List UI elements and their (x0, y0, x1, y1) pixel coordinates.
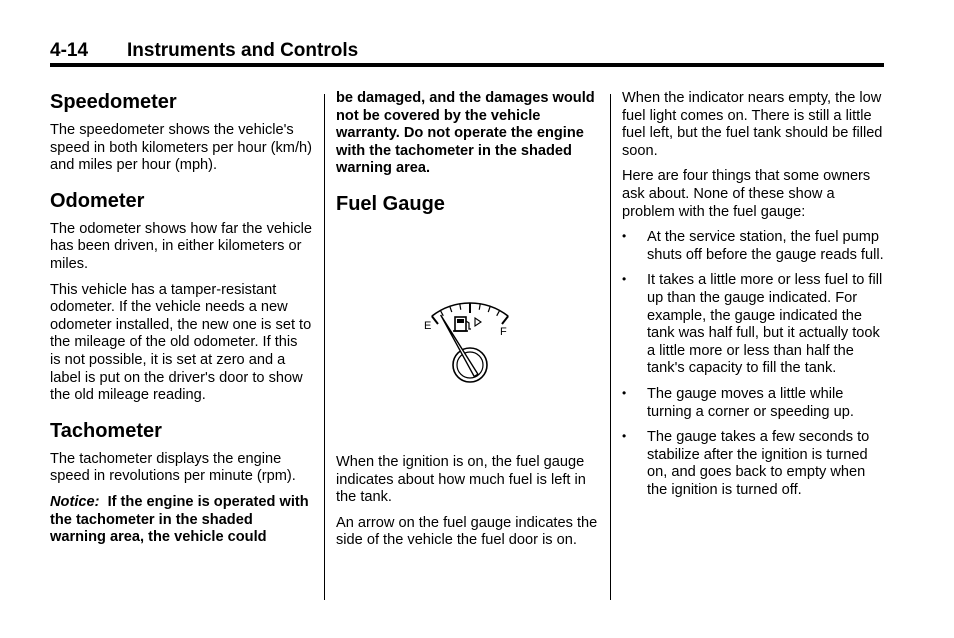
gauge-tick (460, 304, 461, 310)
bullet-icon: • (622, 272, 627, 287)
odometer-heading: Odometer (50, 189, 145, 212)
fuel-gauge-body-2: An arrow on the fuel gauge indicates the side of the vehicle the fuel door is on. (336, 514, 598, 549)
fuel-gauge-heading: Fuel Gauge (336, 192, 445, 215)
fuel-gauge-body-1: When the ignition is on, the fuel gauge indicates about how much fuel is left in the tank. (336, 453, 586, 506)
gauge-tick (479, 304, 480, 310)
bullet-icon: • (622, 429, 627, 444)
owners-ask-body: Here are four things that some owners ask about. None of these show a problem with the fuel gauge: (622, 168, 871, 220)
list-item-text: The gauge moves a little while turning a corner or speeding up. (647, 385, 854, 420)
column-2 (336, 90, 598, 558)
page-number: 4-14 (50, 40, 89, 61)
tachometer-body: The tachometer displays the engine speed in revolutions per minute (rpm). (50, 450, 296, 485)
column-3 (622, 90, 887, 507)
bullet-icon: • (622, 229, 627, 244)
fuel-gauge-graphic (386, 284, 546, 404)
gauge-tick (497, 310, 500, 315)
column-1 (50, 90, 312, 555)
bullet-icon: • (622, 385, 627, 400)
fuel-door-arrow-icon (475, 318, 481, 326)
tachometer-notice (50, 494, 312, 547)
fuel-gauge-bullet-list (622, 229, 887, 499)
gauge-tick (488, 306, 490, 312)
gauge-empty-label: E (424, 319, 432, 332)
speedometer-body: The speedometer shows the vehicle's speed in both kilometers per hour (km/h) and miles per hour (mph). (50, 122, 312, 174)
gauge-tick (450, 306, 452, 312)
speedometer-heading: Speedometer (50, 91, 177, 113)
page-header (50, 38, 884, 68)
tachometer-heading: Tachometer (50, 419, 162, 442)
notice-text: If the engine is operated with the tachometer in the shaded warning area, the vehicle could (50, 493, 309, 546)
column-divider-1 (324, 94, 325, 600)
section-title: Instruments and Controls (127, 40, 359, 61)
fuel-pump-icon (453, 317, 471, 331)
list-item (622, 229, 887, 264)
list-item-text: It takes a little more or less fuel to fill up than the gauge indicated. For example, the gauge indicated the tank was half full, but it actually took a little more or less than half the tank's capacity to fill the tank. (647, 272, 883, 377)
fuel-gauge-illustration (336, 224, 598, 454)
notice-continued: be damaged, and the damages would not be covered by the vehicle warranty. Do not operate the engine with the tachometer in the shaded warning area. (336, 90, 595, 177)
header-rule (50, 63, 884, 67)
list-item (622, 386, 887, 421)
list-item-text: The gauge takes a few seconds to stabilize after the ignition is turned on, and goes back to empty when the ignition is turned off. (647, 429, 870, 498)
column-divider-2 (610, 94, 611, 600)
list-item-text: At the service station, the fuel pump shuts off before the gauge reads full. (647, 229, 884, 263)
gauge-tick (502, 316, 508, 324)
notice-label: Notice: (50, 493, 100, 510)
low-fuel-body: When the indicator nears empty, the low fuel light comes on. There is still a little fuel left, but the fuel tank should be filled soon. (622, 90, 883, 159)
list-item (622, 272, 887, 378)
odometer-body-2: This vehicle has a tamper-resistant odometer. If the vehicle needs a new odometer installed, the new one is set to the mileage of the old odometer. If this is not possible, it is set at zero and a label is put on the driver's door to show the old mileage reading. (50, 281, 312, 404)
list-item (622, 429, 887, 499)
odometer-body-1: The odometer shows how far the vehicle has been driven, in either kilometers or miles. (50, 220, 313, 272)
gauge-full-label: F (500, 325, 507, 338)
gauge-tick (432, 316, 438, 324)
